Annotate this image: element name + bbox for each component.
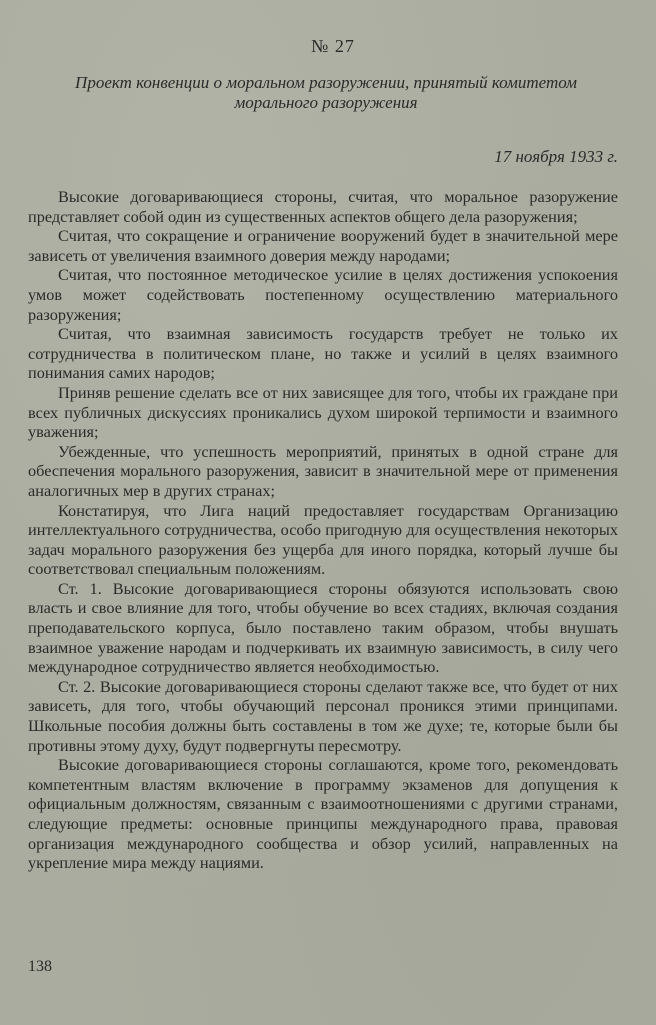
paragraph: Высокие договаривающиеся стороны, считая, что моральное разоружение представляет собой один из существенных аспектов общего дела разоружения; bbox=[28, 187, 618, 226]
article-2: Ст. 2. Высокие договаривающиеся стороны сделают также все, что будет от них зависеть, для того, чтобы обучающий персонал проникся этими принципами. Школьные пособия должны быть составлены в том же духе; те, которые были бы противны этому духу, будут подвергнуты пересмотру. bbox=[28, 676, 618, 755]
paragraph: Приняв решение сделать все от них зависящее для того, чтобы их граждане при всех публичных дискуссиях проникались духом широкой терпимости и взаимного уважения; bbox=[28, 382, 618, 442]
page-number: 138 bbox=[28, 958, 52, 975]
paragraph: Высокие договаривающиеся стороны соглашаются, кроме того, рекомендовать компетентным властям включение в программу экзаменов для допущения к официальным должностям, связанным с взаимоотношениями с другими странами, следующие предметы: основные принципы международного права, правовая организация международного сообщества и обзор усилий, направленных на укрепление мира между нациями. bbox=[28, 755, 618, 873]
paragraph: Считая, что сокращение и ограничение вооружений будет в значительной мере зависеть от увеличения взаимного доверия между народами; bbox=[28, 226, 618, 265]
document-date: 17 ноября 1933 г. bbox=[494, 147, 618, 166]
title-line-1: Проект конвенции о моральном разоружении, принятый комитетом bbox=[75, 73, 577, 92]
title-line-2: морального разоружения bbox=[234, 93, 418, 112]
document-body bbox=[28, 187, 618, 873]
paragraph: Считая, что постоянное методическое усилие в целях достижения успокоения умов может содействовать постепенному осуществлению материального разоружения; bbox=[28, 265, 618, 324]
document-number: № 27 bbox=[311, 36, 355, 56]
paragraph: Считая, что взаимная зависимость государств требует не только их сотрудничества в политическом плане, но также и усилий в целях взаимного понимания самих народов; bbox=[28, 324, 618, 383]
document-title bbox=[28, 73, 618, 113]
paragraph: Убежденные, что успешность мероприятий, принятых в одной стране для обеспечения морального разоружения, зависит в значительной мере от применения аналогичных мер в других странах; bbox=[28, 441, 618, 500]
paragraph: Констатируя, что Лига наций предоставляет государствам Организацию интеллектуального сотрудничества, особо пригодную для осуществления некоторых задач морального разоружения без ущерба для иного порядка, который лучше бы соответствовал специальным положениям. bbox=[28, 500, 618, 579]
article-1: Ст. 1. Высокие договаривающиеся стороны обязуются использовать свою власть и свое влияние для того, чтобы обучение во всех стадиях, включая создания преподавательского корпуса, было поставлено таким образом, чтобы внушать взаимное уважение народам и подчеркивать их взаимную зависимость, в силу чего международное сотрудничество является необходимостью. bbox=[28, 578, 618, 677]
